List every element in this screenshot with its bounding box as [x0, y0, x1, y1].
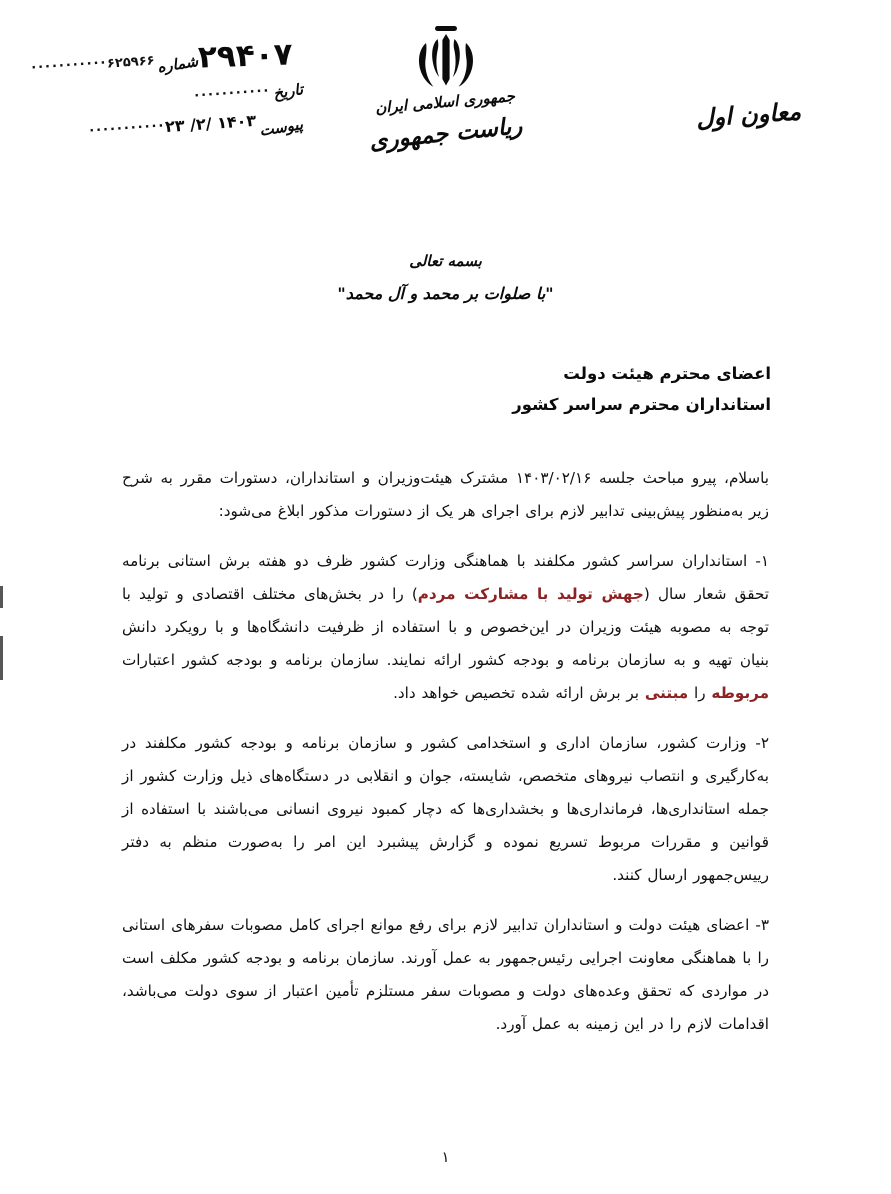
paragraph-item-2: ۲- وزارت کشور، سازمان اداری و استخدامی کشور و سازمان برنامه و بودجه کشور مکلفند در به‌کارگیری و انتصاب نیروهای متخصص، شایسته، جوان و انقلابی در دستگاه‌های ذیل وزارت کشور از جمله استانداری‌ها، فرمانداری‌ها و بخشداری‌ها که دچار کمبود نیروی انسانی می‌باشند با استفاده از قوانین و مقررات مربوط تسریع نموده و گزارش پیشبرد این امر را به‌صورت منظم به دفتر رییس‌جمهور ارسال کنند. [122, 734, 769, 884]
item1-text-c: را [688, 684, 712, 702]
item1-highlight-marbute: مربوطه [711, 684, 769, 702]
paragraph-item-1 [122, 545, 769, 710]
document-body [122, 462, 769, 1041]
stamp-dots: ........... [88, 115, 166, 136]
page-number: ۱ [441, 1148, 450, 1166]
stamp-number-label: شماره [156, 52, 200, 77]
stamp-number-printed: ۶۲۵۹۶۶ [106, 53, 155, 72]
letterhead-country: جمهوری اسلامی ایران [374, 86, 517, 118]
item1-highlight-mobtani: مبتنی [644, 684, 689, 702]
stamp-dots: ........... [30, 52, 108, 73]
stamp-attachment-label: پیوست [258, 115, 305, 140]
iran-national-emblem-icon [409, 26, 483, 88]
item1-text-d: بر برش ارائه شده تخصیص خواهد داد. [393, 684, 645, 702]
item1-text-a: ۱- استانداران سراسر کشور مکلفند با هماهنگی وزارت کشور ظرف دو هفته برش استانی برنامه تحقق شعار سال ( [122, 552, 769, 603]
stamp-attachment-value: ۱۴۰۳ /۲/ ۲۳ [164, 110, 257, 137]
item1-slogan-highlight: جهش تولید با مشارکت مردم [417, 585, 644, 603]
stamp-number-handwritten: ۲۹۴۰۷ [197, 36, 294, 76]
paragraph-intro: باسلام، پیرو مباحث جلسه ۱۴۰۳/۰۲/۱۶ مشترک هیئت‌وزیران و استانداران، دستورات مقرر به شرح زیر به‌منظور پیش‌بینی تدابیر لازم برای اجرای هر یک از دستورات مذکور ابلاغ می‌شود: [122, 469, 769, 520]
invocation-line-1: بسمه تعالی [409, 252, 482, 270]
invocation-line-2: "با صلوات بر محمد و آل محمد" [337, 284, 554, 303]
letterhead [0, 26, 891, 155]
role-title: معاون اول [695, 96, 802, 133]
letterhead-office: ریاست جمهوری [367, 112, 524, 155]
addressee-line: اعضای محترم هیئت دولت [563, 364, 771, 383]
paragraph-item-3: ۳- اعضای هیئت دولت و استانداران تدابیر لازم برای رفع موانع اجرای کامل مصوبات سفرهای استانی را با هماهنگی معاونت اجرایی رئیس‌جمهور به عمل آورند. سازمان برنامه و بودجه کشور مکلف است در مواردی که تحقق وعده‌های دولت و مصوبات سفر مستلزم تأمین اعتبار از سوی دولت می‌باشد، اقدامات لازم را در این زمینه به عمل آورد. [122, 916, 769, 1033]
stamp-dots: ........... [193, 80, 271, 101]
scan-edge-mark [0, 586, 3, 608]
scan-edge-mark [0, 636, 3, 680]
addressee-line: استانداران محترم سراسر کشور [512, 395, 771, 414]
invocation-block [0, 252, 891, 303]
item1-text-b: ) را در بخش‌های مختلف اقتصادی و تولید با توجه به مصوبه هیئت وزیران در این‌خصوص و با استفاده از ظرفیت دانشگاه‌ها و با رویکرد دانش بنیان تهیه و به سازمان برنامه و بودجه کشور ارائه نمایند. سازمان برنامه و بودجه کشور اعتبارات [122, 585, 769, 669]
addressee-block [512, 358, 771, 420]
stamp-date-label: تاریخ [272, 80, 305, 103]
